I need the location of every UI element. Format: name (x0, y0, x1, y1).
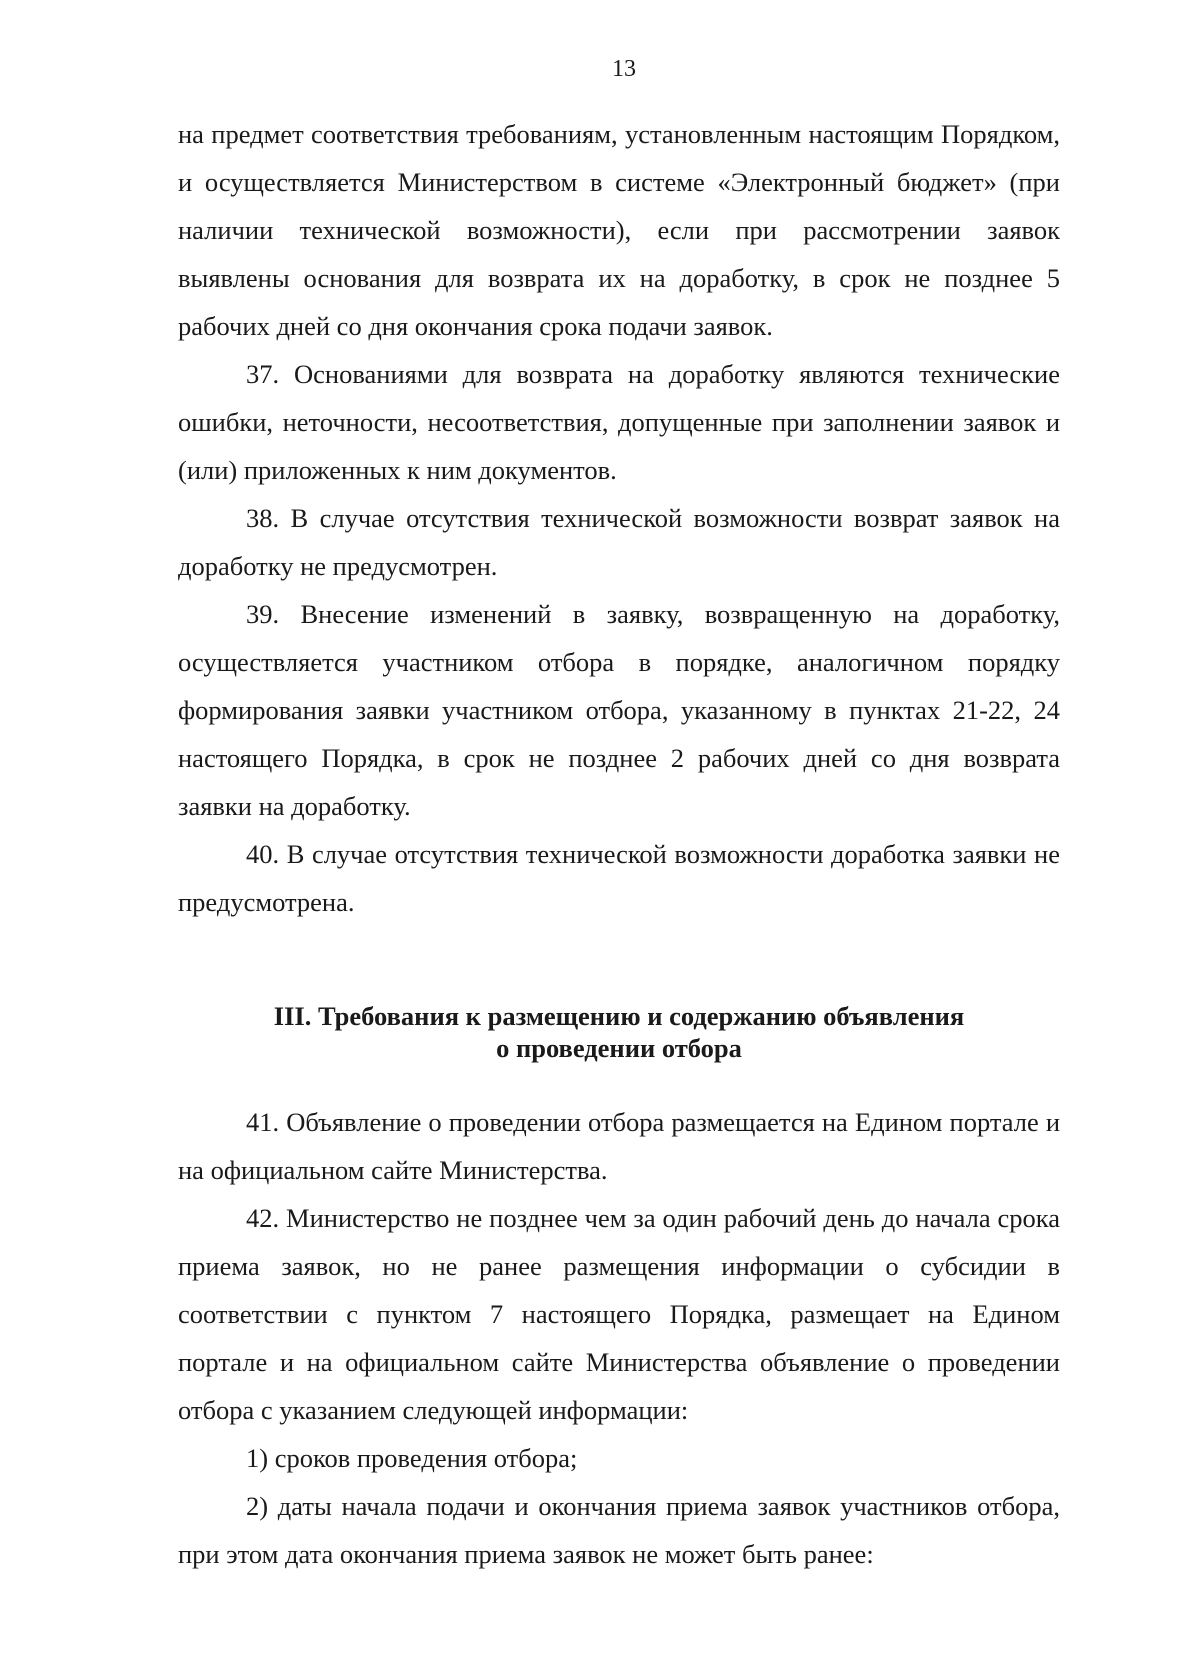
list-item-2: 2) даты начала подачи и окончания приема заявок участников отбора, при этом дата окончания приема заявок не может быть ранее: (178, 1491, 1060, 1569)
paragraph-40: 40. В случае отсутствия технической возможности доработка заявки не предусмотрена. (178, 839, 1060, 917)
paragraph-38: 38. В случае отсутствия технической возможности возврат заявок на доработку не предусмотрен. (178, 503, 1060, 581)
list-item-1: 1) сроков проведения отбора; (246, 1443, 578, 1473)
page-number: 13 (612, 56, 636, 82)
paragraph-continuation: на предмет соответствия требованиям, установленным настоящим Порядком, и осуществляется Министерством в системе «Электронный бюджет» (при наличии технической возможности), если при рассмотрении заявок выявлены основания для возврата их на доработку, в срок не позднее 5 рабочих дней со дня окончания срока подачи заявок. (178, 119, 1060, 341)
paragraph-41: 41. Объявление о проведении отбора размещается на Едином портале и на официальном сайте Министерства. (178, 1107, 1060, 1185)
paragraph-42: 42. Министерство не позднее чем за один рабочий день до начала срока приема заявок, но не ранее размещения информации о субсидии в соответствии с пунктом 7 настоящего Порядка, размещает на Едином портале и на официальном сайте Министерства объявление о проведении отбора с указанием следующей информации: (178, 1203, 1060, 1425)
section-heading-line-1: III. Требования к размещению и содержанию объявления (273, 1001, 965, 1031)
paragraph-37: 37. Основаниями для возврата на доработку являются технические ошибки, неточности, несоответствия, допущенные при заполнении заявок и (или) приложенных к ним документов. (178, 359, 1060, 485)
document-body (178, 110, 1060, 1578)
section-heading (178, 1000, 1060, 1064)
paragraph-39: 39. Внесение изменений в заявку, возвращенную на доработку, осуществляется участником отбора в порядке, аналогичном порядку формирования заявки участником отбора, указанному в пунктах 21-22, 24 настоящего Порядка, в срок не позднее 2 рабочих дней со дня возврата заявки на доработку. (178, 599, 1060, 821)
section-heading-line-2: о проведении отбора (496, 1033, 742, 1063)
